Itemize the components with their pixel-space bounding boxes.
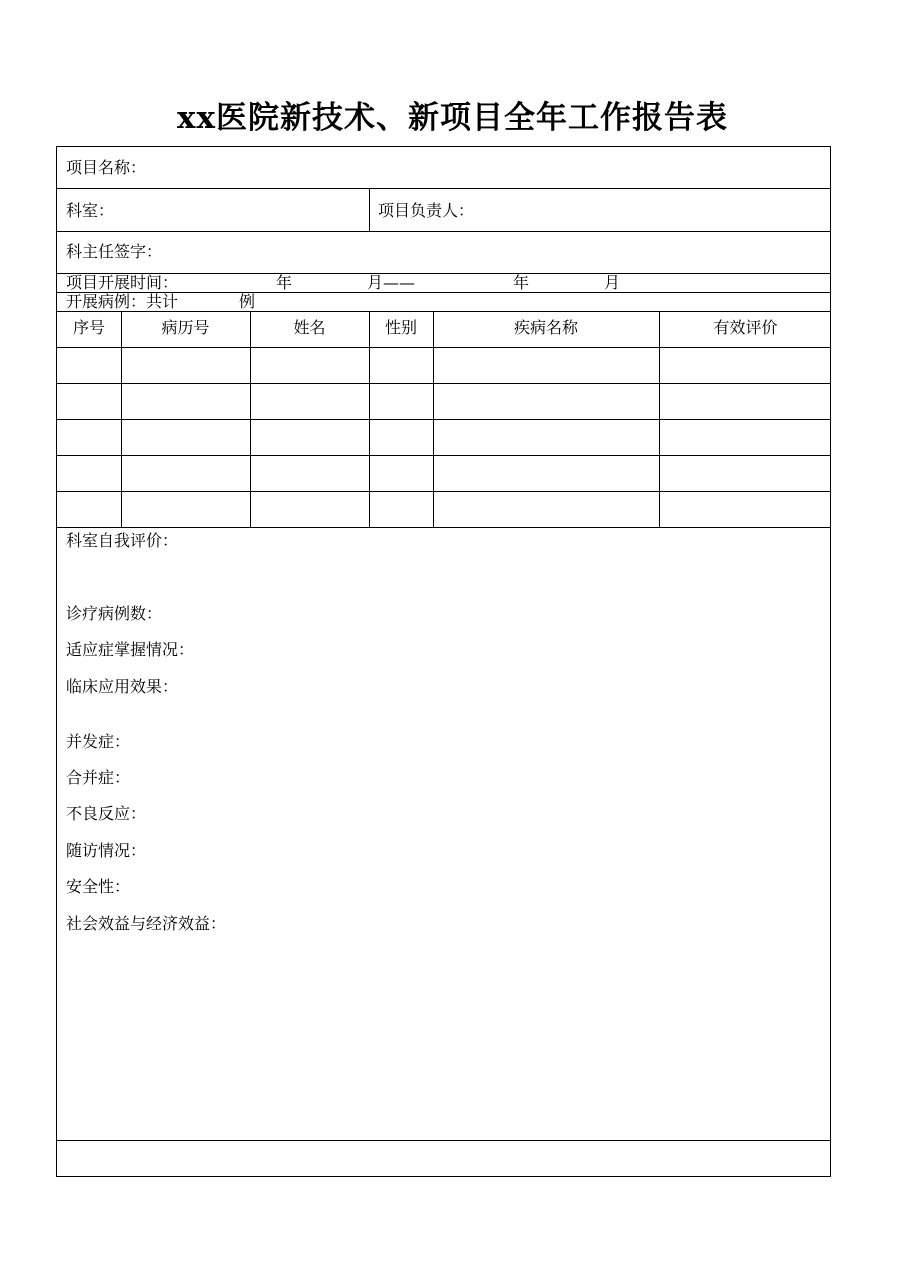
header-record-no: 病历号 bbox=[161, 318, 210, 337]
table-column-divider bbox=[433, 312, 434, 528]
clinical-effect-label: 临床应用效果： bbox=[66, 677, 179, 696]
follow-up-label: 随访情况： bbox=[66, 841, 147, 860]
report-form bbox=[56, 146, 831, 1177]
header-evaluation: 有效评价 bbox=[713, 318, 778, 337]
start-month-label: 月—— bbox=[367, 273, 416, 292]
header-gender: 性别 bbox=[384, 318, 417, 337]
table-row-divider bbox=[57, 347, 830, 348]
divider bbox=[57, 1140, 830, 1141]
benefit-label: 社会效益与经济效益： bbox=[66, 914, 227, 933]
end-month-label: 月 bbox=[604, 273, 621, 292]
divider bbox=[57, 188, 830, 189]
project-leader-label: 项目负责人： bbox=[378, 201, 475, 220]
cases-label: 开展病例：共计 bbox=[66, 292, 179, 311]
header-name: 姓名 bbox=[293, 318, 326, 337]
table-row-divider bbox=[57, 383, 830, 384]
start-year-label: 年 bbox=[276, 273, 293, 292]
case-count-label: 诊疗病例数： bbox=[66, 604, 163, 623]
table-row-divider bbox=[57, 491, 830, 492]
table-column-divider bbox=[121, 312, 122, 528]
cases-unit-label: 例 bbox=[239, 292, 256, 311]
table-row-divider bbox=[57, 455, 830, 456]
comorbidity-label: 合并症： bbox=[66, 768, 131, 787]
page-title: xx医院新技术、新项目全年工作报告表 bbox=[177, 100, 728, 136]
adverse-reaction-label: 不良反应： bbox=[66, 804, 147, 823]
self-eval-label: 科室自我评价： bbox=[66, 531, 179, 550]
director-signature-label: 科主任签字： bbox=[66, 242, 163, 261]
divider bbox=[57, 311, 830, 312]
department-label: 科室： bbox=[66, 201, 115, 220]
divider bbox=[57, 231, 830, 232]
divider bbox=[369, 189, 370, 231]
complication-label: 并发症： bbox=[66, 732, 131, 751]
table-column-divider bbox=[250, 312, 251, 528]
table-column-divider bbox=[659, 312, 660, 528]
header-disease: 疾病名称 bbox=[513, 318, 578, 337]
indication-label: 适应症掌握情况： bbox=[66, 640, 195, 659]
header-index: 序号 bbox=[72, 318, 105, 337]
start-time-label: 项目开展时间： bbox=[66, 273, 179, 292]
table-row-divider bbox=[57, 419, 830, 420]
project-name-label: 项目名称： bbox=[66, 158, 147, 177]
table-column-divider bbox=[369, 312, 370, 528]
safety-label: 安全性： bbox=[66, 877, 131, 896]
end-year-label: 年 bbox=[513, 273, 530, 292]
